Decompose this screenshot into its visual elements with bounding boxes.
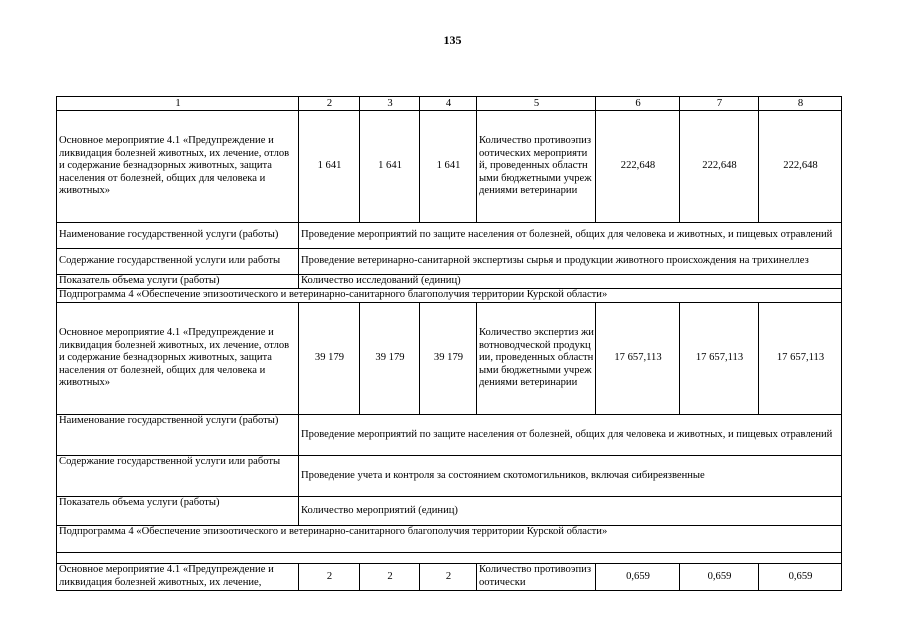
value-col-8: 0,659 [759,564,842,591]
value-col-7: 17 657,113 [680,303,759,415]
subprogram-row [57,526,842,553]
service-name-value: Проведение мероприятий по защите населения от болезней, общих для человека и животных, и пищевых отравлений [299,415,842,456]
value-col-2: 1 641 [299,111,360,223]
value-col-7: 0,659 [680,564,759,591]
value-col-3: 39 179 [360,303,420,415]
measure-name: Основное мероприятие 4.1 «Предупреждение и ликвидация болезней животных, их лечение, отлов и содержание безнадзорных животных, защита населения от болезней, общих для человека и животных» [57,111,299,223]
indicator-value: Количество исследований (единиц) [299,275,842,289]
service-content-row [57,249,842,275]
value-col-3: 1 641 [360,111,420,223]
header-col-3: 3 [360,97,420,111]
value-col-8: 17 657,113 [759,303,842,415]
service-content-label: Содержание государственной услуги или работы [57,456,299,497]
header-col-5: 5 [477,97,596,111]
spacer-row [57,553,842,564]
service-name-label: Наименование государственной услуги (работы) [57,223,299,249]
budget-table [56,96,842,591]
indicator-description: Количество экспертиз животноводческой продукции, проведенных областными бюджетными учреждениями ветеринарии [477,303,596,415]
subprogram-title: Подпрограмма 4 «Обеспечение эпизоотического и ветеринарно-санитарного благополучия территории Курской области» [57,289,842,303]
value-col-7: 222,648 [680,111,759,223]
indicator-row [57,275,842,289]
indicator-label: Показатель объема услуги (работы) [57,275,299,289]
indicator-value: Количество мероприятий (единиц) [299,497,842,526]
indicator-description: Количество противоэпизоотических мероприятий, проведенных областными бюджетными учреждениями ветеринарии [477,111,596,223]
header-col-1: 1 [57,97,299,111]
value-col-6: 222,648 [596,111,680,223]
value-col-4: 2 [420,564,477,591]
service-name-value: Проведение мероприятий по защите населения от болезней, общих для человека и животных, и пищевых отравлений [299,223,842,249]
header-row [57,97,842,111]
service-name-row [57,223,842,249]
value-col-2: 2 [299,564,360,591]
indicator-row [57,497,842,526]
service-content-label: Содержание государственной услуги или работы [57,249,299,275]
measure-row [57,303,842,415]
subprogram-title: Подпрограмма 4 «Обеспечение эпизоотического и ветеринарно-санитарного благополучия территории Курской области» [57,526,842,553]
indicator-label: Показатель объема услуги (работы) [57,497,299,526]
measure-row [57,564,842,591]
header-col-7: 7 [680,97,759,111]
value-col-6: 0,659 [596,564,680,591]
value-col-2: 39 179 [299,303,360,415]
header-col-4: 4 [420,97,477,111]
spacer-cell [57,553,842,564]
value-col-3: 2 [360,564,420,591]
service-name-label: Наименование государственной услуги (работы) [57,415,299,456]
value-col-6: 17 657,113 [596,303,680,415]
service-content-value: Проведение учета и контроля за состоянием скотомогильников, включая сибиреязвенные [299,456,842,497]
header-col-8: 8 [759,97,842,111]
measure-name: Основное мероприятие 4.1 «Предупреждение и ликвидация болезней животных, их лечение, отлов и содержание безнадзорных животных, защита населения от болезней, общих для человека и животных» [57,303,299,415]
header-col-2: 2 [299,97,360,111]
indicator-description: Количество противоэпизоотически [477,564,596,591]
service-name-row [57,415,842,456]
value-col-4: 1 641 [420,111,477,223]
page-number: 135 [443,33,462,47]
measure-name: Основное мероприятие 4.1 «Предупреждение и ликвидация болезней животных, их лечение, [57,564,299,591]
value-col-8: 222,648 [759,111,842,223]
measure-row [57,111,842,223]
value-col-4: 39 179 [420,303,477,415]
header-col-6: 6 [596,97,680,111]
service-content-value: Проведение ветеринарно-санитарной экспертизы сырья и продукции животного происхождения на трихинеллез [299,249,842,275]
subprogram-row [57,289,842,303]
service-content-row [57,456,842,497]
